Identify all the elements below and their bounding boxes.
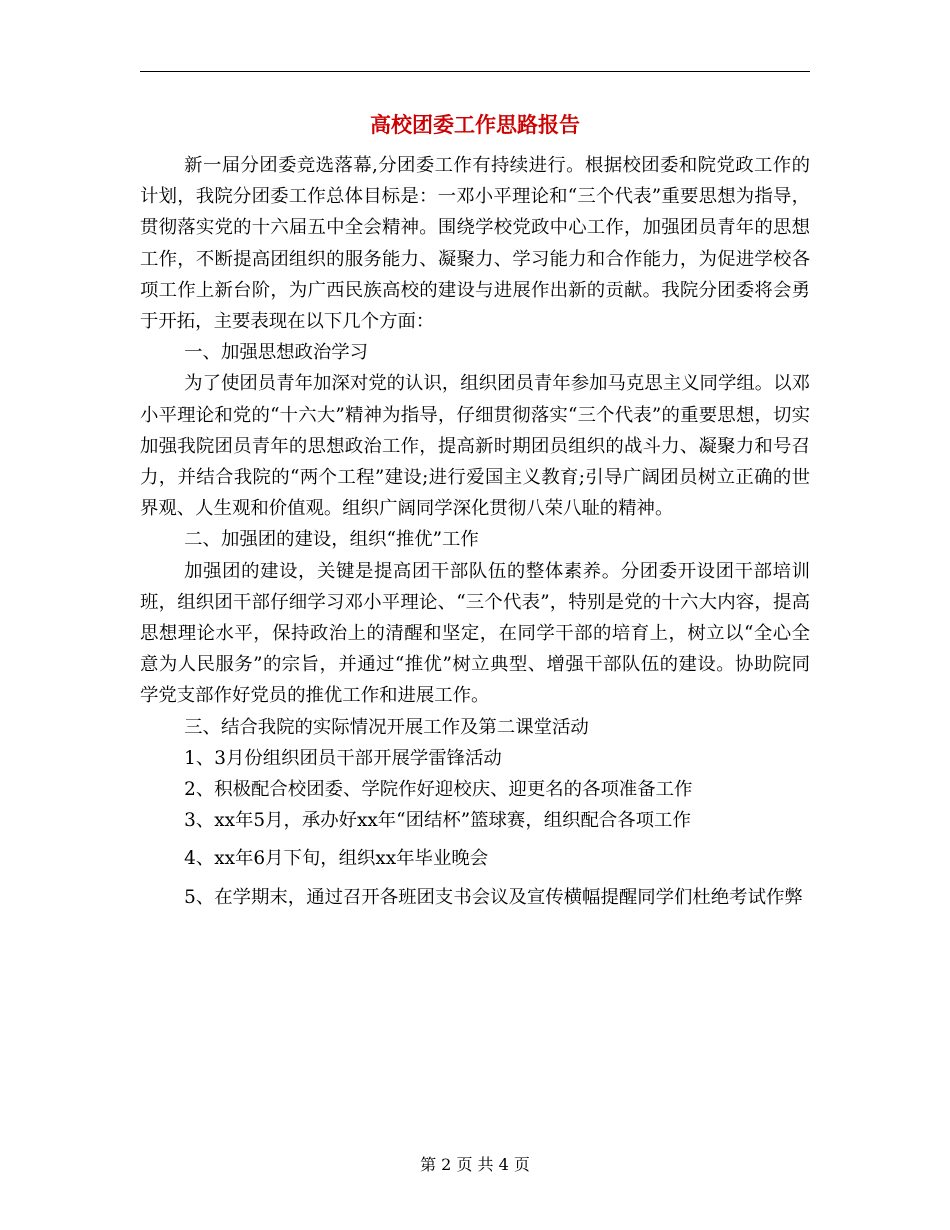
activity-item-4: 4、xx年6月下旬，组织xx年毕业晚会 <box>184 848 489 870</box>
document-title: 高校团委工作思路报告 <box>370 112 580 137</box>
section-2-paragraph: 加强团的建设，关键是提高团干部队伍的整体素养。分团委开设团干部培训班，组织团干部仔细学习邓小平理论、“三个代表”，特别是党的十六大内容，提高思想理论水平，保持政治上的清醒和坚定，在同学干部的培育上，树立以“全心全意为人民服务”的宗旨，并通过“推优”树立典型、增强干部队伍的建设。协助院同学党支部作好党员的推优工作和进展工作。 <box>140 560 810 707</box>
section-1-paragraph: 为了使团员青年加深对党的认识，组织团员青年参加马克思主义同学组。以邓小平理论和党的“十六大”精神为指导，仔细贯彻落实“三个代表”的重要思想，切实加强我院团员青年的思想政治工作，提高新时期团员组织的战斗力、凝聚力和号召力，并结合我院的“两个工程”建设;进行爱国主义教育;引导广阔团员树立正确的世界观、人生观和价值观。组织广阔同学深化贯彻八荣八耻的精神。 <box>140 373 810 520</box>
section-heading-1: 一、加强思想政治学习 <box>184 342 369 364</box>
document-body <box>140 150 810 913</box>
intro-paragraph: 新一届分团委竞选落幕,分团委工作有持续进行。根据校团委和院党政工作的计划，我院分团委工作总体目标是：一邓小平理论和“三个代表”重要思想为指导，贯彻落实党的十六届五中全会精神。围绕学校党政中心工作，加强团员青年的思想工作，不断提高团组织的服务能力、凝聚力、学习能力和合作能力，为促进学校各项工作上新台阶，为广西民族高校的建设与进展作出新的贡献。我院分团委将会勇于开拓，主要表现在以下几个方面： <box>140 155 810 333</box>
activity-item-2: 2、积极配合校团委、学院作好迎校庆、迎更名的各项准备工作 <box>184 779 693 801</box>
activity-item-5: 5、在学期末，通过召开各班团支书会议及宣传横幅提醒同学们杜绝考试作弊 <box>184 886 803 908</box>
activity-item-3: 3、xx年5月，承办好xx年“团结杯”篮球赛，组织配合各项工作 <box>184 810 691 832</box>
section-heading-3: 三、结合我院的实际情况开展工作及第二课堂活动 <box>184 716 589 738</box>
page-number: 第 2 页 共 4 页 <box>420 1155 530 1174</box>
section-heading-2: 二、加强团的建设，组织“推优”工作 <box>184 529 479 551</box>
activity-item-1: 1、3月份组织团员干部开展学雷锋活动 <box>184 747 502 769</box>
header-rule <box>140 71 810 72</box>
